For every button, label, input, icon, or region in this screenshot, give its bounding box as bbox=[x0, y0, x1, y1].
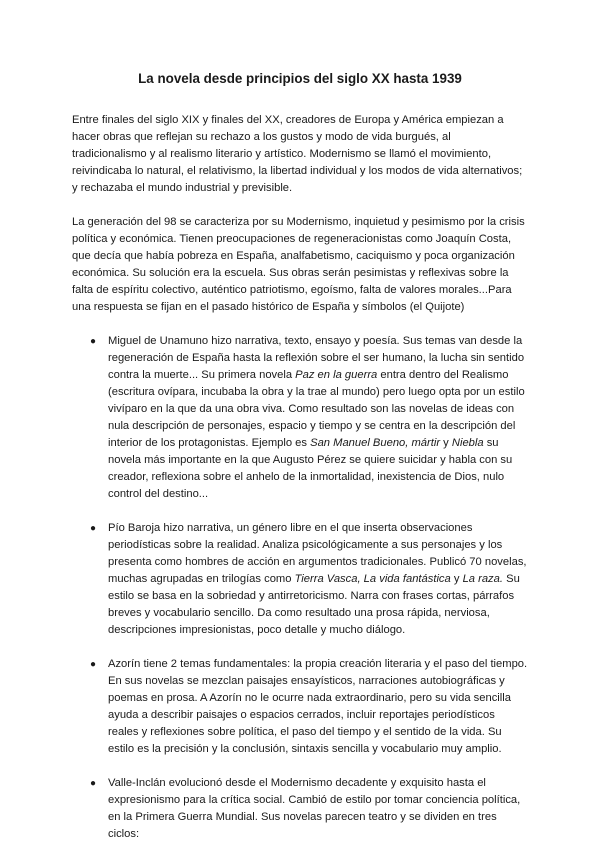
list-item-baroja bbox=[90, 520, 528, 639]
unamuno-text-1: Miguel de Unamuno hizo narrativa, texto, ensayo y poesía. Sus temas van desde la regeneración de España hasta la reflexión sobre el ser humano, la lucha sin sentido contra la muerte... Su primera novela bbox=[108, 335, 525, 381]
valle-inclan-text: Valle-Inclán evolucionó desde el Modernismo decadente y exquisito hasta el expresionismo para la crítica social. Cambió de estilo por tomar conciencia política, en la Primera Guerra Mundial. Sus novelas parecen teatro y se dividen en tres ciclos: bbox=[108, 777, 521, 840]
list-item-unamuno bbox=[90, 333, 528, 503]
baroja-text-2: y bbox=[450, 573, 463, 585]
bullet-icon: ● bbox=[90, 778, 97, 789]
unamuno-work-san-manuel: San Manuel Bueno, mártir bbox=[310, 437, 441, 449]
bullet-icon: ● bbox=[90, 523, 97, 534]
baroja-text-1: Pío Baroja hizo narrativa, un género libre en el que inserta observaciones periodísticas sobre la realidad. Analiza psicológicamente a sus personajes y los presenta como hombres de acción en argumentos tradicionales. Publicó 70 novelas, muchas agrupadas en trilogías como bbox=[108, 522, 527, 585]
unamuno-text-3: y bbox=[440, 437, 452, 449]
baroja-works-trilogias: Tierra Vasca, La vida fantástica bbox=[294, 573, 451, 585]
unamuno-work-paz-en-la-guerra: Paz en la guerra bbox=[295, 369, 378, 381]
unamuno-text-4: su novela más importante en la que Augusto Pérez se quiere suicidar y habla con su creador, reflexiona sobre el anhelo de la inmortalidad, inexistencia de Dios, nulo control del destino... bbox=[108, 437, 513, 500]
baroja-work-la-raza: La raza. bbox=[462, 573, 503, 585]
intro-paragraph-modernismo: Entre finales del siglo XIX y finales del XX, creadores de Europa y América empiezan a hacer obras que reflejan su rechazo a los gustos y modo de vida burgués, al tradicionalismo y al realismo literario y artístico. Modernismo se llamó el movimiento, reivindicaba lo natural, el relativismo, la libertad individual y los modos de vida alternativos; y rechazaba el mundo industrial y previsible. bbox=[72, 114, 523, 194]
list-item-azorin bbox=[90, 656, 528, 758]
authors-list bbox=[72, 333, 528, 843]
document-title: La novela desde principios del siglo XX hasta 1939 bbox=[138, 71, 462, 86]
unamuno-text-2: entra dentro del Realismo (escritura ovípara, incubaba la obra y la trae al mundo) pero luego opta por un estilo vivíparo en la que da una obra viva. Como resultado son las novelas de ideas con nula descripción de personajes, espacio y tiempo y se centra en la descripción del interior de los protagonistas. Ejemplo es bbox=[108, 369, 525, 449]
azorin-text: Azorín tiene 2 temas fundamentales: la propia creación literaria y el paso del tiempo. En sus novelas se mezclan paisajes ensayísticos, narraciones autobiográficas y poemas en prosa. A Azorín no le ocurre nada extraordinario, pero su vida sencilla ayuda a describir paisajes o espacios cerrados, incluir reportajes periodísticos reales y reflexiones sobre política, el paso del tiempo y el sentido de la vida. Su estilo es la precisión y la conclusión, sintaxis sencilla y vocabulario muy amplio. bbox=[108, 658, 528, 755]
baroja-text-3: Su estilo se basa en la sobriedad y antirretoricismo. Narra con frases cortas, párrafos breves y vocabulario sencillo. Da como resultado una prosa rápida, nerviosa, descripciones impresionistas, poco detalle y mucho diálogo. bbox=[108, 573, 520, 636]
intro-paragraph-generacion-98: La generación del 98 se caracteriza por su Modernismo, inquietud y pesimismo por la crisis política y económica. Tienen preocupaciones de regeneracionistas como Joaquín Costa, que decía que había pobreza en España, analfabetismo, caciquismo y poca organización económica. Su solución era la escuela. Sus obras serán pesimistas y reflexivas sobre la falta de espíritu colectivo, auténtico patriotismo, egoísmo, falta de valores morales...Para una respuesta se fijan en el pasado histórico de España y símbolos (el Quijote) bbox=[72, 216, 525, 313]
bullet-icon: ● bbox=[90, 336, 97, 347]
unamuno-work-niebla: Niebla bbox=[451, 437, 484, 449]
bullet-icon: ● bbox=[90, 659, 97, 670]
list-item-valle-inclan bbox=[90, 775, 528, 843]
